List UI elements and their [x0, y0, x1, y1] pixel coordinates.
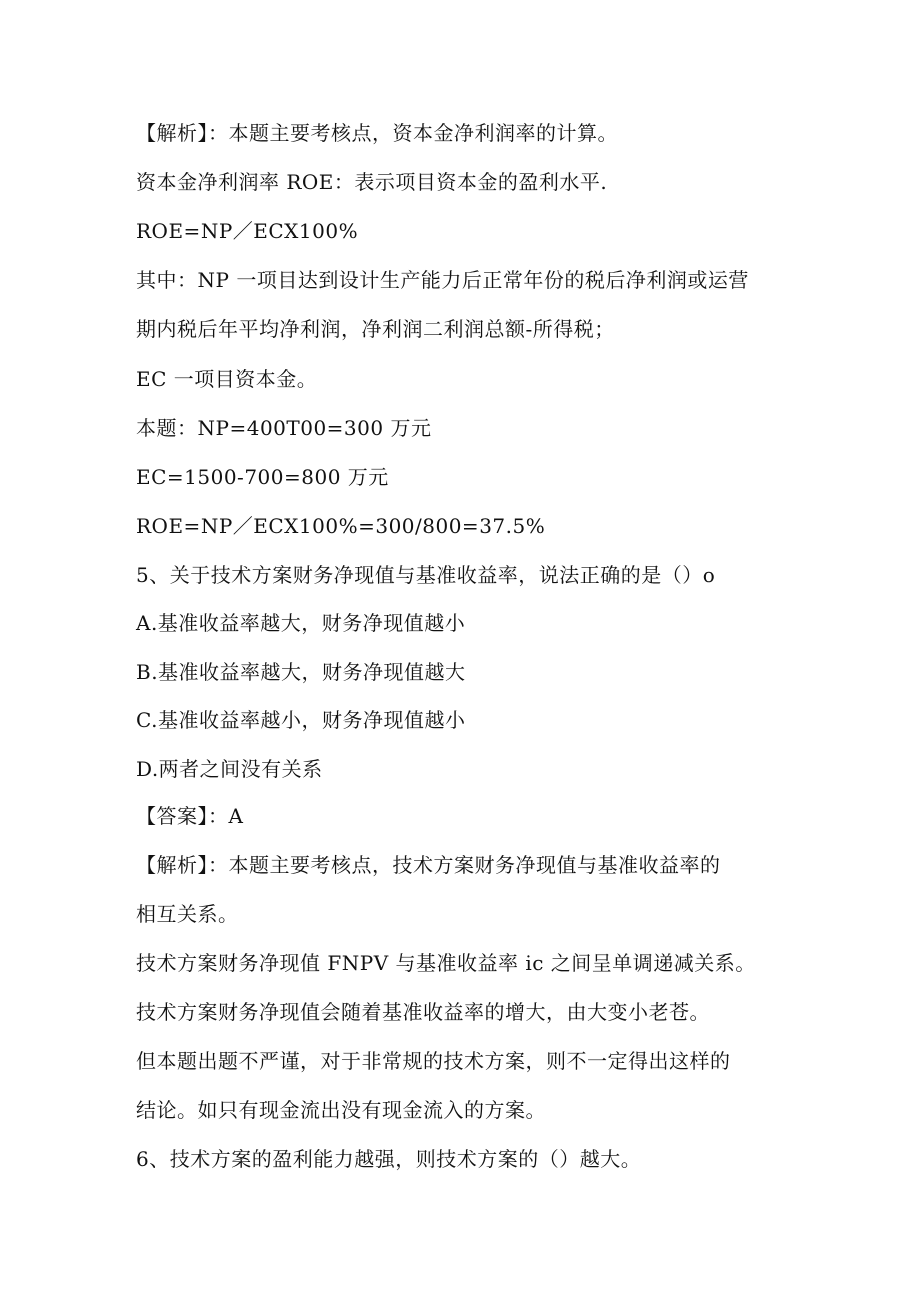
- note-line-2: 结论。如只有现金流出没有现金流入的方案。: [136, 1098, 546, 1122]
- roe-formula: ROE=NP／ECX100%: [136, 219, 359, 243]
- analysis-heading-fnpv: 【解析】：本题主要考核点，技术方案财务净现值与基准收益率的: [136, 853, 721, 877]
- option-a: A.基准收益率越大，财务净现值越小: [136, 611, 466, 635]
- question-6: 6、技术方案的盈利能力越强，则技术方案的（）越大。: [136, 1147, 642, 1171]
- option-d: D.两者之间没有关系: [136, 757, 323, 781]
- roe-calculation: ROE=NP／ECX100%=300/800=37.5%: [136, 514, 546, 538]
- ec-calculation: EC=1500-700=800 万元: [136, 465, 389, 489]
- option-b: B.基准收益率越大，财务净现值越大: [136, 660, 466, 684]
- option-c: C.基准收益率越小，财务净现值越小: [136, 708, 466, 732]
- analysis-continuation: 相互关系。: [136, 902, 239, 926]
- np-explanation-line-2: 期内税后年平均净利润，净利润二利润总额-所得税；: [136, 317, 615, 341]
- fnpv-trend: 技术方案财务净现值会随着基准收益率的增大，由大变小老苍。: [136, 1000, 710, 1024]
- np-explanation-line-1: 其中：NP 一项目达到设计生产能力后正常年份的税后净利润或运营: [136, 268, 749, 292]
- np-calculation: 本题：NP=400T00=300 万元: [136, 416, 432, 440]
- note-line-1: 但本题出题不严谨，对于非常规的技术方案，则不一定得出这样的: [136, 1049, 731, 1073]
- roe-definition: 资本金净利润率 ROE：表示项目资本金的盈利水平.: [136, 170, 608, 194]
- analysis-heading-roe: 【解析】：本题主要考核点，资本金净利润率的计算。: [136, 121, 618, 145]
- fnpv-relation: 技术方案财务净现值 FNPV 与基准收益率 ic 之间呈单调递减关系。: [136, 951, 756, 975]
- answer-label: 【答案】：A: [136, 804, 244, 828]
- question-5: 5、关于技术方案财务净现值与基准收益率，说法正确的是（）o: [136, 563, 716, 587]
- ec-explanation: EC 一项目资本金。: [136, 367, 318, 391]
